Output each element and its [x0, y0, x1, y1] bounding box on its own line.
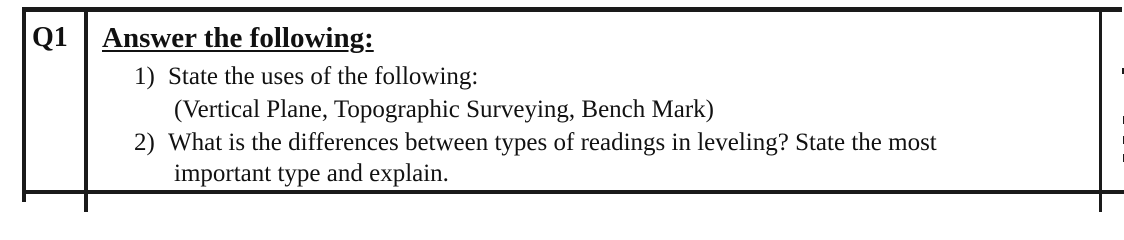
- sub-question-2-continuation: important type and explain.: [174, 160, 449, 187]
- question-number-column-divider: [84, 12, 88, 212]
- question-number: Q1: [32, 22, 68, 53]
- sub-question-2-text: What is the differences between types of readings in leveling? State the most: [168, 129, 937, 156]
- question-table: [22, 7, 1122, 202]
- sub-question-1-text: State the uses of the following:: [168, 63, 479, 90]
- sub-question-1: [134, 63, 478, 91]
- row-bottom-border: [26, 190, 1124, 194]
- sub-question-1-continuation: (Vertical Plane, Topographic Surveying, Bench Mark): [174, 96, 715, 123]
- sub-question-2-number: 2): [134, 129, 155, 156]
- marks-column-divider: [1099, 12, 1102, 212]
- sub-question-1-number: 1): [134, 63, 155, 90]
- question-heading: Answer the following:: [102, 22, 374, 54]
- sub-question-2: [134, 129, 937, 157]
